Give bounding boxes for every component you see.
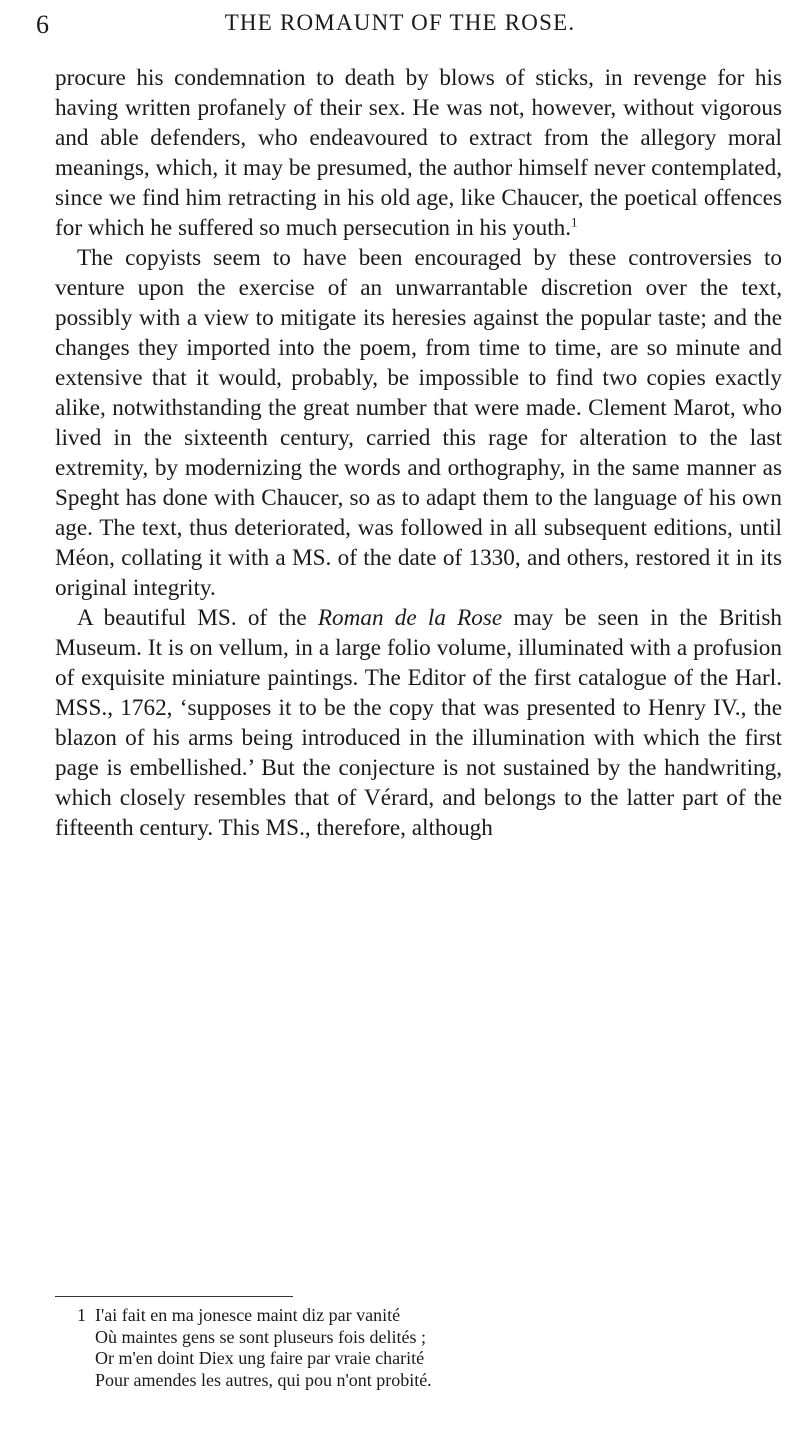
paragraph-2: The copyists seem to have been encouraged by these controversies to venture upon the exercise of an unwarrantable discretion over the text, possibly with a view to mitigate its heresies against the popular taste; and the changes they imported into the poem, from time to time, are so minute and extensive that it would, probably, be impossible to find two copies exactly alike, notwithstanding the great number that were made. Clement Marot, who lived in the sixteenth century, carried this rage for alteration to the last extremity, by modernizing the words and orthography, in the same manner as Speght has done with Chaucer, so as to adapt them to the language of his own age. The text, thus deteriorated, was followed in all subsequent editions, until Méon, collating it with a MS. of the date of 1330, and others, restored it in its original integrity. — [55, 245, 782, 601]
footnote-line: Où maintes gens se sont pluseurs fois delités ; — [95, 1326, 426, 1347]
footnote — [55, 1305, 782, 1391]
footnote-reference: 1 — [571, 214, 578, 230]
page-number: 6 — [36, 10, 50, 39]
footnote-number: 1 — [77, 1305, 86, 1325]
paragraph-1 — [55, 63, 782, 243]
paragraph-1-text: procure his condemnation to death by blows of sticks, in revenge for his having written profanely of their sex. He was not, however, without vigorous and able defenders, who endeavoured to extract from the allegory moral meanings, which, it may be presumed, the author himself never contemplated, since we find him retracting in his old age, like Chaucer, the poetical offences for which he suffered so much persecution in his youth. — [55, 65, 782, 241]
running-head: THE ROMAUNT OF THE ROSE. — [224, 10, 576, 35]
book-title: Roman de la Rose — [317, 605, 503, 631]
footnote-rule — [55, 1296, 293, 1297]
footnote-line: Pour amendes les autres, qui pou n'ont probité. — [95, 1369, 432, 1390]
footnote-line — [55, 1305, 782, 1327]
paragraph-3-text-a: A beautiful MS. of the — [77, 605, 318, 631]
footnote-line: Or m'en doint Diex ung faire par vraie charité — [95, 1348, 425, 1368]
paragraph-3-text-b: may be seen in the British Museum. It is on vellum, in a large folio volume, illuminated with a profusion of exquisite miniature paintings. The Editor of the first catalogue of the Harl. MSS., 1762, ‘supposes it to be the copy that was presented to Henry IV., the blazon of his arms being introduced in the illumination with which the first page is embellished.’ But the conjecture is not sustained by the handwriting, which closely resembles that of Vérard, and belongs to the latter part of the fifteenth century. This MS., therefore, although — [55, 605, 782, 841]
body-text — [55, 63, 782, 843]
footnote-line-text: I'ai fait en ma jonesce maint diz par vanité — [95, 1305, 401, 1325]
paragraph-3 — [55, 603, 782, 843]
